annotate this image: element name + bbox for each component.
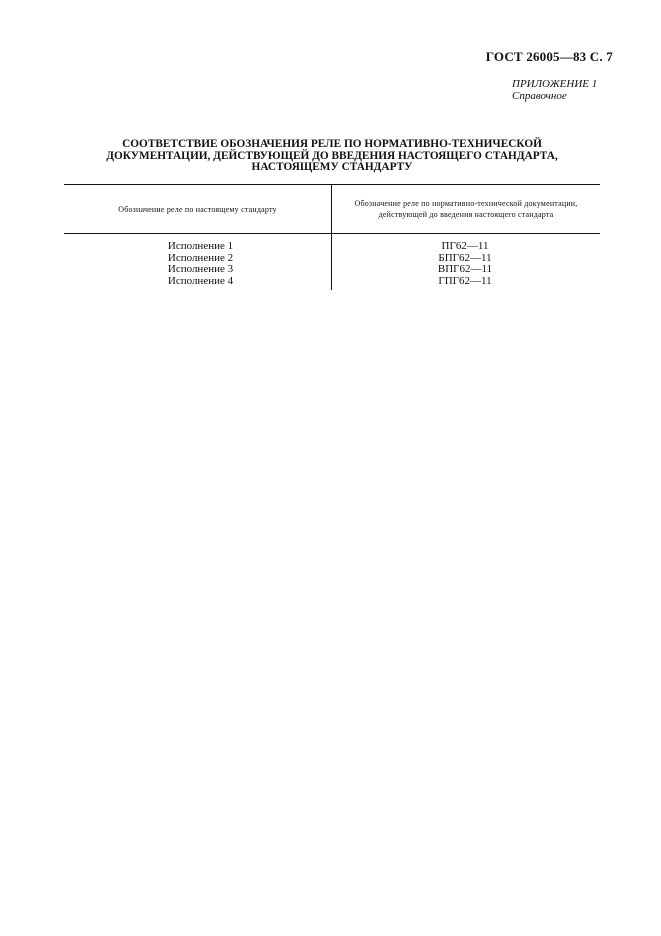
page-header: ГОСТ 26005—83 С. 7 — [485, 49, 613, 64]
column-previous — [331, 234, 600, 290]
correspondence-table — [64, 184, 600, 290]
table-cell: Исполнение 4 — [167, 274, 234, 287]
table-cell: Исполнение 1 — [167, 240, 234, 252]
column-header-current: Обозначение реле по настоящему стандарту — [118, 204, 277, 214]
table-cell: ПГ62—11 — [441, 240, 489, 252]
column-header-previous: Обозначение реле по нормативно-технической документации, действующей до введения настоящего стандарта — [331, 185, 600, 233]
table-cell: Исполнение 2 — [167, 251, 234, 264]
appendix-number: ПРИЛОЖЕНИЕ 1 — [512, 78, 598, 90]
table-cell: Исполнение 3 — [167, 263, 234, 275]
table-cell: ВПГ62—11 — [437, 263, 493, 275]
document-title — [64, 139, 600, 174]
table-header-row — [64, 185, 600, 233]
title-line: СООТВЕТСТВИЕ ОБОЗНАЧЕНИЯ РЕЛЕ ПО НОРМАТИВНО-ТЕХНИЧЕСКОЙ — [122, 138, 542, 150]
table-cell: ГПГ62—11 — [438, 274, 492, 287]
appendix-type: Справочное — [512, 90, 567, 102]
column-current — [64, 234, 331, 290]
appendix-label — [512, 78, 597, 102]
title-line: НАСТОЯЩЕМУ СТАНДАРТУ — [251, 161, 413, 173]
table-cell: БПГ62—11 — [438, 251, 492, 264]
title-line: ДОКУМЕНТАЦИИ, ДЕЙСТВУЮЩЕЙ ДО ВВЕДЕНИЯ НАСТОЯЩЕГО СТАНДАРТА, — [106, 149, 558, 162]
table-body — [64, 234, 600, 290]
